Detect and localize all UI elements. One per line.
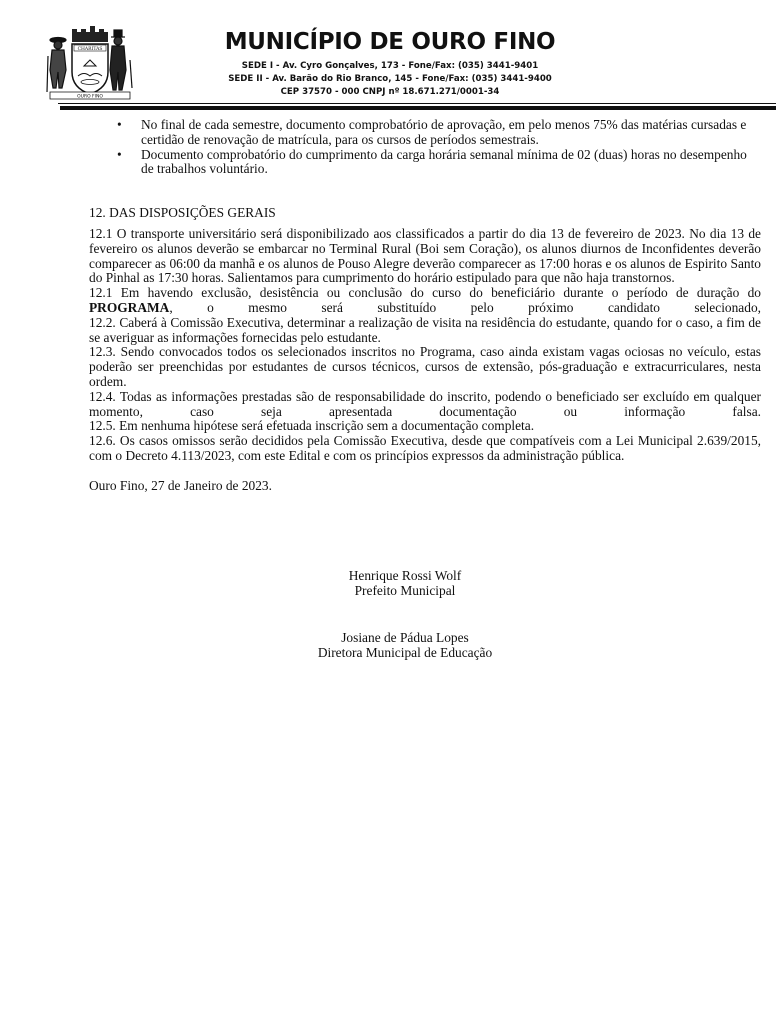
municipality-title: MUNICÍPIO DE OURO FINO <box>224 29 556 55</box>
bullet-icon: • <box>117 146 122 162</box>
signatory-name: Josiane de Pádua Lopes <box>341 630 469 645</box>
signature-block-mayor <box>255 568 555 598</box>
header-rule-thick <box>60 106 776 110</box>
document-body <box>89 118 761 494</box>
date-line: Ouro Fino, 27 de Janeiro de 2023. <box>89 477 272 493</box>
paragraph-12-1-transport: 12.1 O transporte universitário será disponibilizado aos classificados a partir do dia 13 de fevereiro de 2023. No dia 13 de fevereiro os alunos deverão se embarcar no Terminal Rural (Boi sem Coração), os alunos diurnos de Inconfidentes deverão comparecer as 06:00 da manhã e os alunos de Pouso Alegre deverão comparecer as 17:00 horas e os alunos de Espirito Santo do Pinhal as 17:30 horas. Salientamos para cumprimento do horário estipulado para que não haja transtornos. <box>89 225 761 286</box>
coat-of-arms-icon <box>44 26 136 100</box>
paragraph-12-5: 12.5. Em nenhuma hipótese será efetuada inscrição sem a documentação completa. <box>89 418 535 434</box>
paragraph-12-1-exclusion <box>89 286 761 316</box>
signature-block-education-director <box>255 630 555 660</box>
address-line-3: CEP 37570 - 000 CNPJ nº 18.671.271/0001-34 <box>280 87 500 97</box>
paragraph-12-4: 12.4. Todas as informações prestadas são de responsabilidade do inscrito, podendo o beneficiado ser excluído em qualquer momento, caso seja apresentada documentação ou informação falsa. <box>89 388 761 419</box>
paragraph-text: 12.1 Em havendo exclusão, desistência ou conclusão do curso do beneficiário durante o período de duração do <box>89 285 761 301</box>
signatory-role: Prefeito Municipal <box>354 583 456 598</box>
bullet-text: Documento comprobatório do cumprimento da carga horária semanal mínima de 02 (duas) horas no desempenho de trabalhos voluntário. <box>141 146 747 177</box>
signatory-role: Diretora Municipal de Educação <box>317 645 493 660</box>
bullet-icon: • <box>117 117 122 132</box>
list-item <box>117 117 756 148</box>
address-line-2: SEDE II - Av. Barão do Rio Branco, 145 - Fone/Fax: (035) 3441-9400 <box>228 74 552 84</box>
paragraph-12-6: 12.6. Os casos omissos serão decididos pela Comissão Executiva, desde que compatíveis com a Lei Municipal 2.639/2015, com o Decreto 4.113/2023, com este Edital e com os princípios expressos da administração pública. <box>89 433 761 463</box>
paragraph-12-3: 12.3. Sendo convocados todos os selecionados inscritos no Programa, caso ainda existam vagas ociosas no veículo, estas poderão ser preenchidas por estudantes de cursos técnicos, cursos de extensão, pós-graduação e extracurriculares, nesta ordem. <box>89 344 761 389</box>
header-rule-thin <box>58 103 776 104</box>
paragraph-text: , o mesmo será substituído pelo próximo candidato selecionado, <box>169 299 761 315</box>
paragraph-12-2: 12.2. Caberá à Comissão Executiva, determinar a realização de visita na residência do estudante, quando for o caso, a fim de se averiguar as informações fornecidas pelo estudante. <box>89 314 761 345</box>
requirements-list <box>89 118 761 177</box>
bullet-text: No final de cada semestre, documento comprobatório de aprovação, em pelo menos 75% das matérias cursadas e certidão de renovação de matrícula, para os cursos de períodos semestrais. <box>141 117 747 147</box>
program-bold: PROGRAMA <box>89 299 170 315</box>
crest-ribbon: OURO FINO <box>77 94 103 100</box>
signatory-name: Henrique Rossi Wolf <box>348 568 462 583</box>
letterhead <box>0 0 779 120</box>
address-line-1: SEDE I - Av. Cyro Gonçalves, 173 - Fone/Fax: (035) 3441-9401 <box>241 61 539 71</box>
list-item <box>117 146 756 178</box>
crest-label: CHARITAS <box>77 47 103 52</box>
section-heading: 12. DAS DISPOSIÇÕES GERAIS <box>89 205 276 221</box>
